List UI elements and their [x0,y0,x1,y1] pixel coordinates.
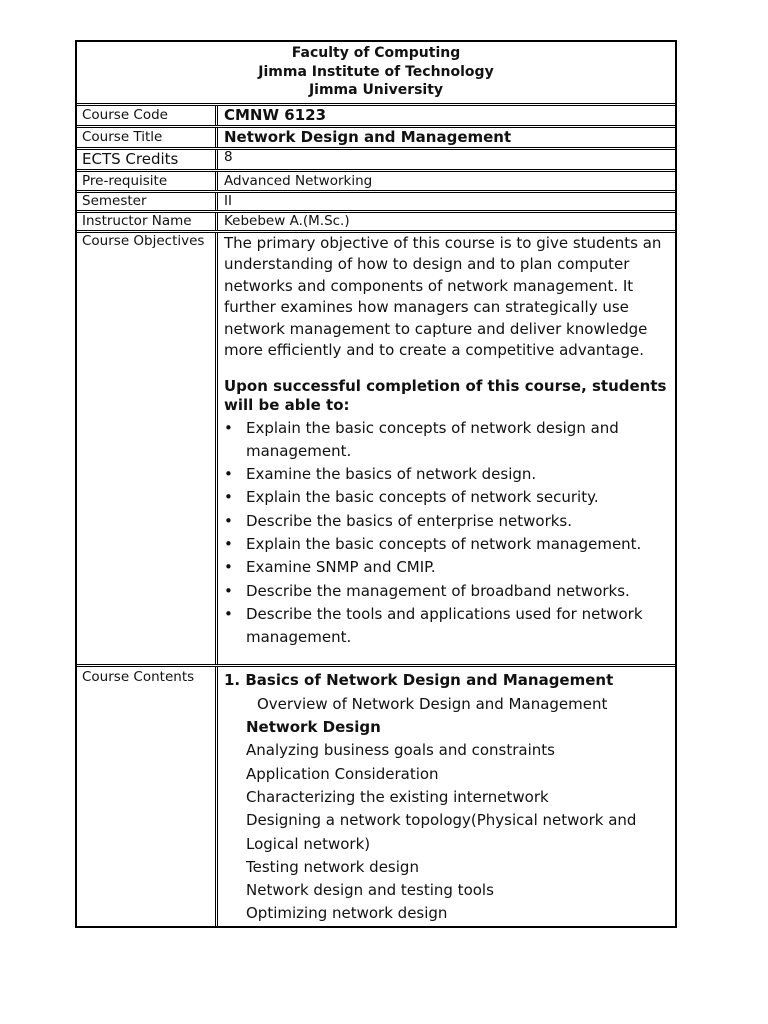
course-title-row [77,128,675,150]
course-contents-label: Course Contents [77,667,218,925]
list-item: • Explain the basic concepts of network management. [224,533,669,556]
list-item: Analyzing business goals and constraints [246,741,555,760]
list-item: Designing a network topology(Physical network and Logical network) [246,811,637,853]
instructor-row [77,213,675,233]
faculty-name: Faculty of Computing [291,45,461,61]
course-contents-cell [218,667,675,925]
course-objectives-label: Course Objectives [77,233,218,665]
list-item: • Explain the basic concepts of network design and management. [224,417,669,464]
course-title-value: Network Design and Management [224,127,512,146]
ects-credits-label: ECTS Credits [77,150,218,169]
course-outline-table [75,40,677,928]
list-item: Optimizing network design [246,904,448,923]
list-item: • Describe the tools and applications used for network management. [224,603,669,650]
prerequisite-label: Pre-requisite [77,172,218,190]
course-code-row [77,106,675,128]
course-objectives-cell [218,233,675,665]
list-item: Testing network design [246,857,419,876]
objectives-subheading: Upon successful completion of this course, students will be able to: [224,376,667,414]
ects-credits-value: 8 [224,148,233,165]
list-item: Characterizing the existing internetwork [246,787,549,806]
document-header [77,42,675,106]
list-item: • Describe the basics of enterprise networks. [224,510,669,533]
prerequisite-value: Advanced Networking [224,172,373,189]
contents-overview: Overview of Network Design and Management [257,694,608,713]
course-code-label: Course Code [77,106,218,125]
course-title-label: Course Title [77,128,218,147]
list-item: • Examine SNMP and CMIP. [224,556,669,579]
contents-subheading: Network Design [246,718,381,737]
semester-value: II [224,192,232,209]
contents-heading-number: 1. [224,671,241,690]
objectives-list [224,417,669,650]
contents-heading [224,669,669,692]
list-item: • Explain the basic concepts of network security. [224,486,669,509]
instructor-value: Kebebew A.(M.Sc.) [224,212,350,229]
course-objectives-row [77,233,675,668]
semester-row [77,193,675,213]
list-item: Network design and testing tools [246,881,494,900]
course-contents-row [77,667,675,925]
contents-heading-text: Basics of Network Design and Management [245,671,614,690]
prerequisite-row [77,172,675,193]
list-item: Application Consideration [246,764,439,783]
list-item: • Describe the management of broadband networks. [224,580,669,603]
institute-name: Jimma Institute of Technology [258,63,494,80]
ects-credits-row [77,150,675,172]
semester-label: Semester [77,193,218,210]
course-code-value: CMNW 6123 [224,105,327,124]
instructor-label: Instructor Name [77,213,218,230]
objectives-paragraph: The primary objective of this course is to give students an understanding of how to design and to plan computer networks and components of network management. It further examines how managers can strategically use network management to capture and deliver knowledge more efficiently and to create a competitive advantage. [224,233,662,359]
university-name: Jimma University [308,82,444,98]
list-item: • Examine the basics of network design. [224,463,669,486]
